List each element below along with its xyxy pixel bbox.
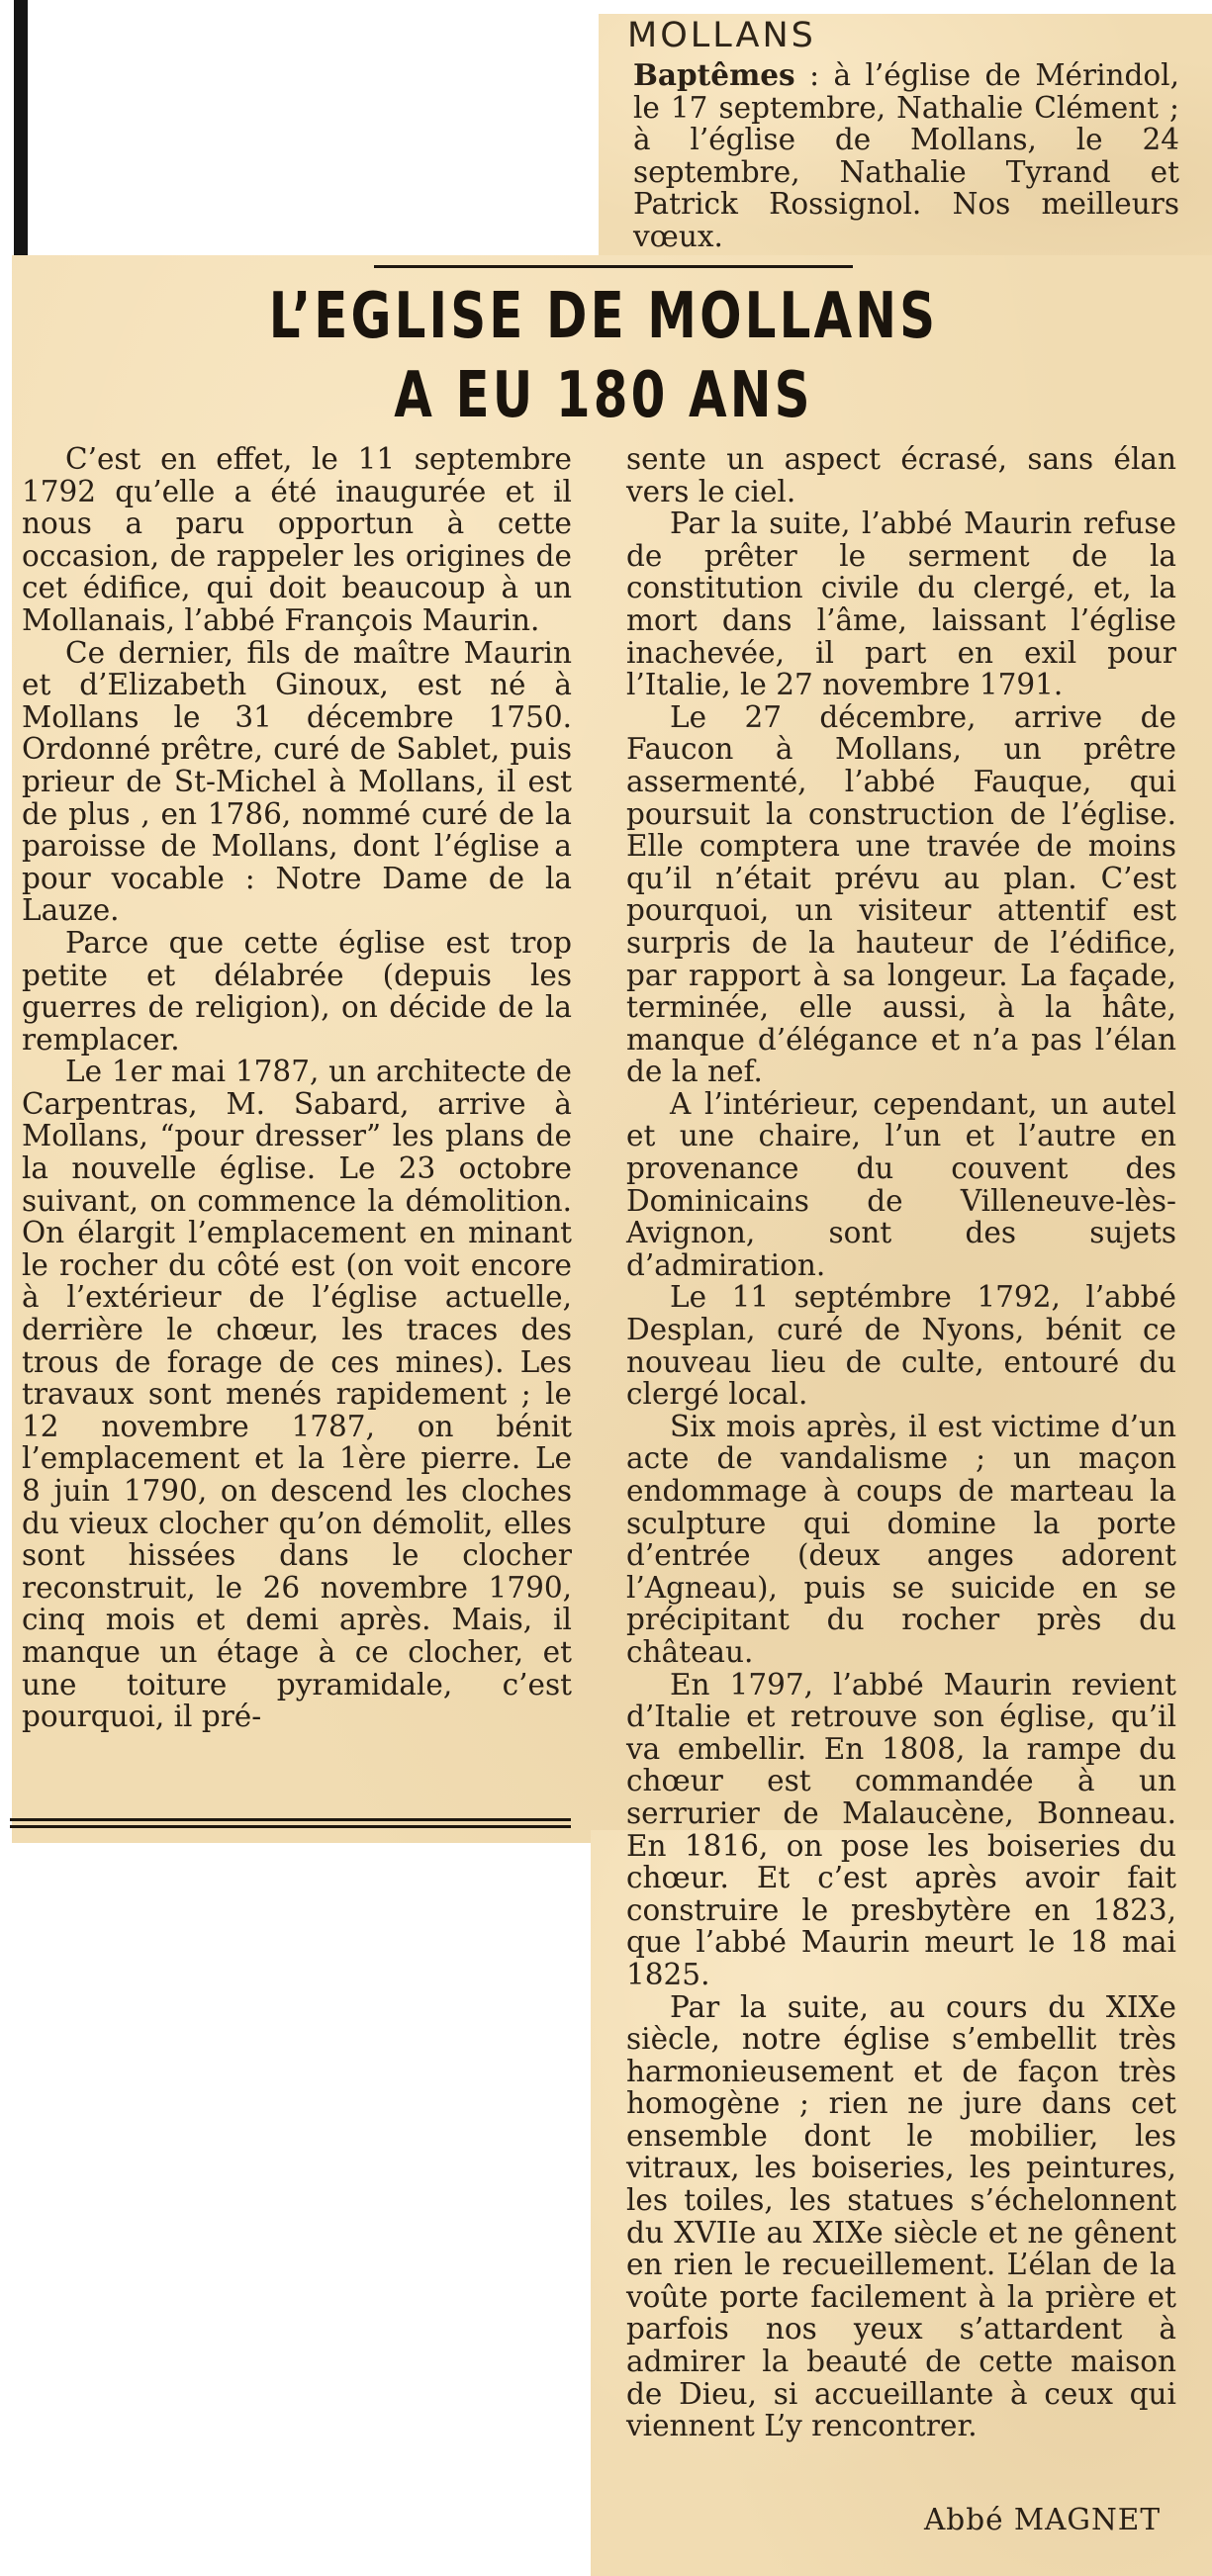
author-signature: Abbé MAGNET	[924, 2503, 1162, 2536]
headline-line-1: L’EGLISE DE MOLLANS	[268, 280, 939, 353]
left-column	[22, 443, 572, 1733]
notice-heading: MOLLANS	[627, 16, 816, 55]
paragraph: Par la suite, l’abbé Maurin refuse de prêter le serment de la constitution civile du clergé, et, la mort dans l’âme, laissant l’église inachevée, il part en exil pour l’Italie, le 27 novembre 1791.	[626, 506, 1176, 702]
paragraph: Le 27 décembre, arrive de Faucon à Mollans, un prêtre assermenté, l’abbé Fauque, qui poursuit la construction de l’église. Elle comptera une travée de moins qu’il n’était prévu au plan. C’est pourquoi, un visiteur attentif est surpris de la hauteur de l’édifice, par rapport à sa longeur. La façade, terminée, elle aussi, à la hâte, manque d’élégance et n’a pas l’élan de la nef.	[626, 699, 1176, 1089]
paragraph: Parce que cette église est trop petite et délabrée (depuis les guerres de religion), on décide de la remplacer.	[22, 925, 572, 1057]
scan-edge	[14, 0, 28, 255]
headline-rule	[374, 265, 853, 268]
paragraph: C’est en effet, le 11 septembre 1792 qu’elle a été inaugurée et il nous a paru opportun à cette occasion, de rappeler les origines de cet édifice, qui doit beaucoup à un Mollanais, l’abbé François Maurin.	[22, 442, 572, 637]
headline-line-2: A EU 180 ANS	[394, 359, 813, 432]
paragraph: Par la suite, au cours du XIXe siècle, notre église s’embellit très harmonieusement et de façon très homogène ; rien ne jure dans cet ensemble dont le mobilier, les vitraux, les boiseries, les peintures, les toiles, les statues s’échelonnent du XVIIe au XIXe siècle et ne gênent en rien le recueillement. L’élan de la voûte porte facilement à la prière et parfois nos yeux s’attardent à admirer la beauté de cette maison de Dieu, si accueillante à ceux qui viennent L’y rencontrer.	[626, 1989, 1176, 2443]
paragraph: Le 11 septémbre 1792, l’abbé Desplan, curé de Nyons, bénit ce nouveau lieu de culte, entouré du clergé local.	[626, 1280, 1176, 1412]
notice-text	[633, 59, 1179, 252]
article-headline	[171, 277, 1036, 435]
paragraph: Six mois après, il est victime d’un acte de vandalisme ; un maçon endommage à coups de marteau la sculpture qui domine la porte d’entrée (deux anges adorent l’Agneau), puis se suicide en se précipitant du rocher près du château.	[626, 1409, 1176, 1669]
notice-label: Baptêmes	[633, 57, 795, 92]
paragraph: Ce dernier, fils de maître Maurin et d’Elizabeth Ginoux, est né à Mollans le 31 décembre 1750. Ordonné prêtre, curé de Sablet, puis prieur de St-Michel à Mollans, il est de plus , en 1786, nommé curé de la paroisse de Mollans, dont l’église a pour vocable : Notre Dame de la Lauze.	[22, 635, 572, 928]
paragraph: Le 1er mai 1787, un architecte de Carpentras, M. Sabard, arrive à Mollans, “pour dresser” les plans de la nouvelle église. Le 23 octobre suivant, on commence la démolition. On élargit l’emplacement en minant le rocher du côté est (on voit encore à l’extérieur de l’église actuelle, derrière le chœur, les traces des trous de forage de ces mines). Les travaux sont menés rapidement ; le 12 novembre 1787, on bénit l’emplacement et la 1ère pierre. Le 8 juin 1790, on descend les cloches du vieux clocher qu’on démolit, elles sont hissées dans le clocher reconstruit, le 26 novembre 1790, cinq mois et demi après. Mais, il manque un étage à ce clocher, et une toiture pyramidale, c’est pourquoi, il pré-	[22, 1055, 572, 1734]
column-end-rule	[10, 1818, 571, 1828]
notice-body: : à l’église de Mérindol, le 17 septembre, Nathalie Clément ; à l’église de Mollans, le 24 septembre, Nathalie Tyrand et Patrick Rossignol. Nos meilleurs vœux.	[633, 58, 1179, 253]
right-column	[626, 443, 1176, 2442]
paragraph: En 1797, l’abbé Maurin revient d’Italie et retrouve son église, qu’il va embellir. En 1808, la rampe du chœur est commandée à un serrurier de Malaucène, Bonneau. En 1816, on pose les boiseries du chœur. Et c’est après avoir fait construire le presbytère en 1823, que l’abbé Maurin meurt le 18 mai 1825.	[626, 1667, 1176, 1991]
paragraph: A l’intérieur, cependant, un autel et une chaire, l’un et l’autre en provenance du couvent des Dominicains de Villeneuve-lès-Avignon, sont des sujets d’admiration.	[626, 1086, 1176, 1282]
paragraph-continuation: sente un aspect écrasé, sans élan vers le ciel.	[626, 442, 1176, 508]
